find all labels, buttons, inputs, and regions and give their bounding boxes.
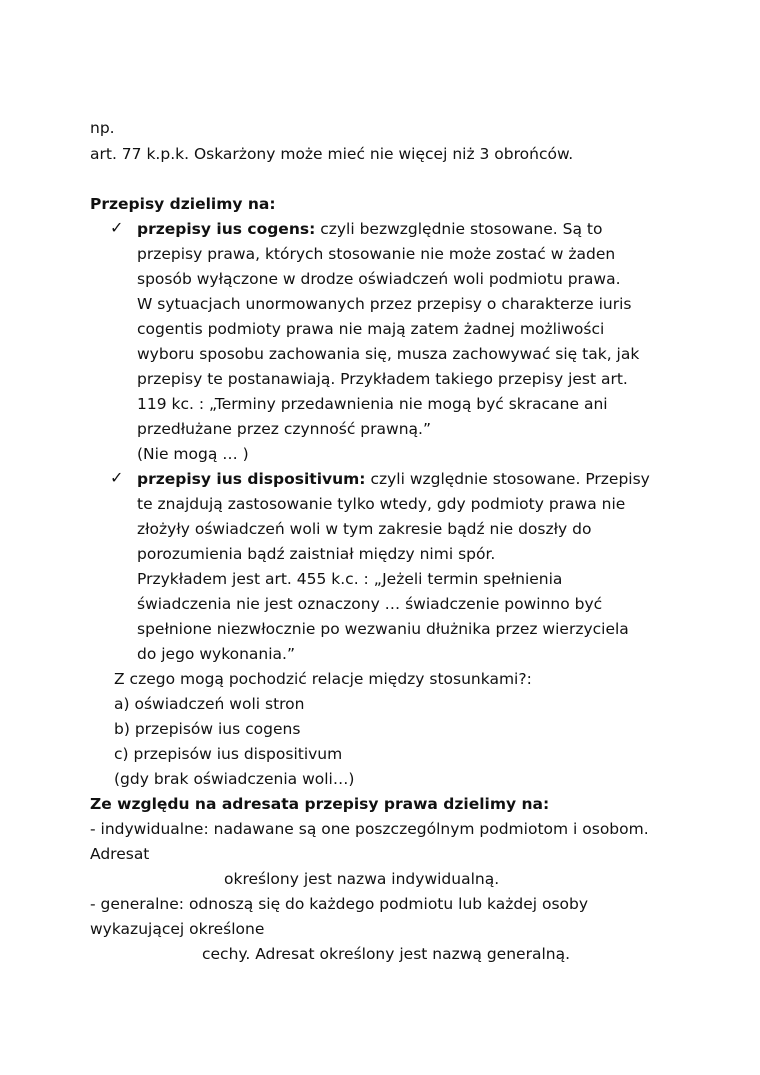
individual-line-2: Adresat (90, 845, 150, 863)
item2-line-3: porozumienia bądź zaistniał między nimi spór. (137, 545, 496, 563)
item2-line-7: do jego wykonania.” (137, 645, 296, 663)
item2-line-6: spełnione niezwłocznie po wezwaniu dłużnika przez wierzyciela (137, 620, 629, 638)
section1-heading: Przepisy dzielimy na: (90, 195, 276, 213)
answer-note: (gdy brak oświadczenia woli…) (114, 770, 355, 788)
item1-line-9: (Nie mogą … ) (137, 445, 249, 463)
item1-line-2: sposób wyłączone w drodze oświadczeń woli podmiotu prawa. (137, 270, 621, 288)
intro-art77: art. 77 k.p.k. Oskarżony może mieć nie więcej niż 3 obrońców. (90, 145, 574, 163)
item2-line-4: Przykładem jest art. 455 k.c. : „Jeżeli termin spełnienia (137, 570, 563, 588)
individual-line-3: określony jest nazwa indywidualną. (224, 870, 500, 888)
check-icon: ✓ (110, 218, 124, 237)
item2-line-0 (137, 469, 650, 489)
item1-line-1: przepisy prawa, których stosowanie nie może zostać w żaden (137, 245, 616, 263)
item1-first-text: czyli bezwzględnie stosowane. Są to (315, 220, 603, 238)
item2-line-2: złożyły oświadczeń woli w tym zakresie bądź nie doszły do (137, 520, 592, 538)
item1-line-5: wyboru sposobu zachowania się, musza zachowywać się tak, jak (137, 345, 640, 363)
general-line-3: cechy. Adresat określony jest nazwą generalną. (202, 945, 570, 963)
check-icon: ✓ (110, 468, 124, 487)
item1-line-8: przedłużane przez czynność prawną.” (137, 420, 431, 438)
item2-line-1: te znajdują zastosowanie tylko wtedy, gdy podmioty prawa nie (137, 495, 626, 513)
section2-heading: Ze względu na adresata przepisy prawa dzielimy na: (90, 795, 550, 813)
item2-line-5: świadczenia nie jest oznaczony … świadczenie powinno być (137, 595, 603, 613)
item1-line-3: W sytuacjach unormowanych przez przepisy o charakterze iuris (137, 295, 632, 313)
answer-a: a) oświadczeń woli stron (114, 695, 305, 713)
item1-line-6: przepisy te postanawiają. Przykładem takiego przepisy jest art. (137, 370, 628, 388)
general-line-1: - generalne: odnoszą się do każdego podmiotu lub każdej osoby (90, 895, 589, 913)
item1-line-7: 119 kc. : „Terminy przedawnienia nie mogą być skracane ani (137, 395, 608, 413)
item2-term: przepisy ius dispositivum: (137, 470, 366, 488)
answer-b: b) przepisów ius cogens (114, 720, 301, 738)
item2-first-text: czyli względnie stosowane. Przepisy (365, 470, 650, 488)
intro-np: np. (90, 119, 115, 137)
item1-line-0 (137, 219, 602, 239)
question: Z czego mogą pochodzić relacje między stosunkami?: (114, 670, 532, 688)
individual-line-1: - indywidualne: nadawane są one poszczególnym podmiotom i osobom. (90, 820, 649, 838)
item1-line-4: cogentis podmioty prawa nie mają zatem żadnej możliwości (137, 320, 605, 338)
general-line-2: wykazującej określone (90, 920, 265, 938)
answer-c: c) przepisów ius dispositivum (114, 745, 343, 763)
item1-term: przepisy ius cogens: (137, 220, 316, 238)
